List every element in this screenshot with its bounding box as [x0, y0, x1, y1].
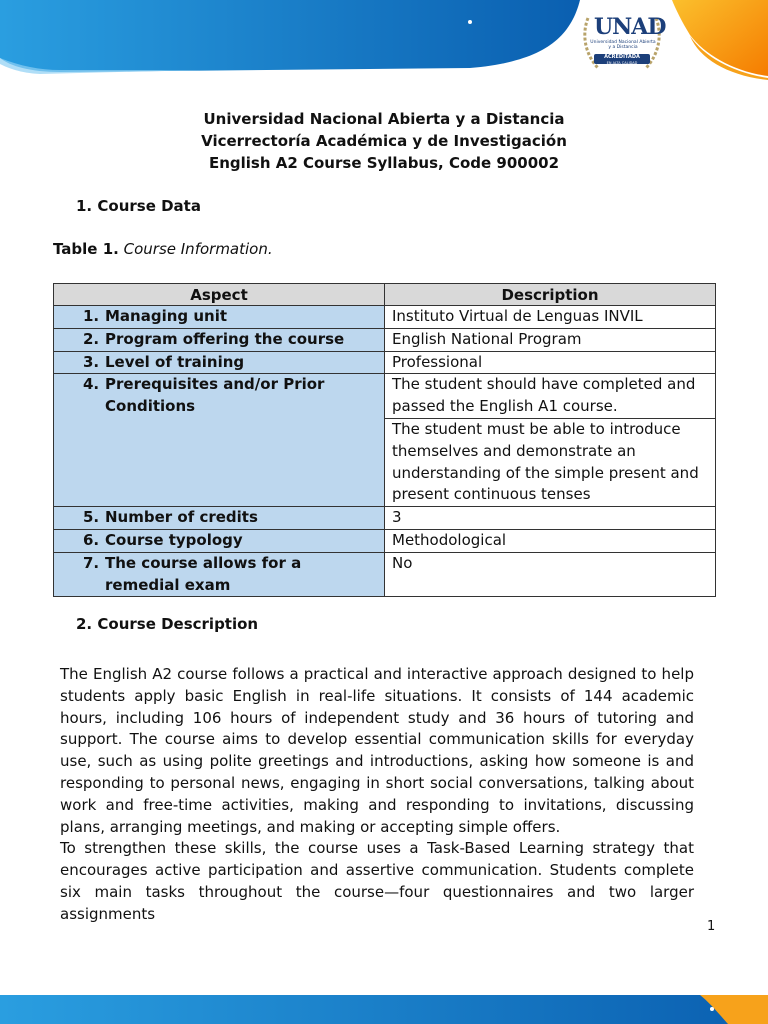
logo-badge-subtext: EN ALTA CALIDAD [606, 61, 638, 65]
table-cell-aspect: 2. Program offering the course [54, 328, 385, 351]
table-cell-description: The student should have completed and passed the English A1 course. [385, 374, 716, 419]
section-number: 2. [76, 615, 93, 633]
title-syllabus: English A2 Course Syllabus, Code 900002 [208, 154, 560, 172]
table-cell-aspect: 1. Managing unit [54, 306, 385, 329]
table-cell-description: 3 [385, 507, 716, 530]
section-title: Course Description [97, 615, 259, 633]
unad-logo [580, 8, 664, 74]
table-row [54, 351, 716, 374]
table-cell-aspect: 3. Level of training [54, 351, 385, 374]
section-heading-course-description [76, 615, 258, 633]
title-university: Universidad Nacional Abierta y a Distancia [203, 110, 565, 128]
logo-text: UNAD [594, 14, 666, 40]
table-cell-description: The student must be able to introduce themselves and demonstrate an understanding of the simple present and present continuous tenses [385, 418, 716, 506]
section-number: 1. [76, 197, 93, 215]
table-cell-aspect: 5. Number of credits [54, 507, 385, 530]
table-cell-description: Methodological [385, 529, 716, 552]
table-header-description: Description [385, 284, 716, 306]
table-cell-description: Professional [385, 351, 716, 374]
table-caption [53, 240, 273, 258]
table-row [54, 306, 716, 329]
course-information-table [53, 283, 716, 597]
table-cell-description: Instituto Virtual de Lenguas INVIL [385, 306, 716, 329]
logo-subtitle: Universidad Nacional Abierta y a Distancia [590, 40, 656, 50]
table-row [54, 328, 716, 351]
document-title-block [0, 108, 768, 174]
table-header-row [54, 284, 716, 306]
table-cell-description: English National Program [385, 328, 716, 351]
title-vicerrectoria: Vicerrectoría Académica y de Investigación [201, 132, 567, 150]
paragraph: The English A2 course follows a practical and interactive approach designed to help students apply basic English in real-life situations. It consists of 144 academic hours, including 106 hours of independent study and 36 hours of tutoring and support. The course aims to develop essential communication skills for everyday use, such as using polite greetings and introductions, asking how someone is and responding to personal news, engaging in short social conversations, talking about work and free-time activities, making and responding to invitations, discussing plans, arranging meetings, and making or accepting simple offers. [60, 665, 694, 836]
table-row [54, 529, 716, 552]
table-cell-aspect: 4. Prerequisites and/or Prior Conditions [54, 374, 385, 507]
table-cell-aspect: 6. Course typology [54, 529, 385, 552]
page-number: 1 [707, 919, 716, 934]
logo-badge-text: ACREDITADA [604, 54, 640, 60]
section-heading-course-data [76, 197, 201, 215]
section-title: Course Data [97, 197, 201, 215]
table-header-aspect: Aspect [54, 284, 385, 306]
table-cell-description: No [385, 552, 716, 597]
table-row [54, 507, 716, 530]
table-row [54, 552, 716, 597]
course-description-text [60, 664, 694, 926]
table-caption-title: Course Information. [123, 240, 273, 258]
table-row [54, 374, 716, 419]
table-cell-aspect: 7. The course allows for a remedial exam [54, 552, 385, 597]
table-caption-label: Table 1. [53, 240, 119, 258]
accreditation-badge [594, 54, 650, 64]
paragraph: To strengthen these skills, the course uses a Task-Based Learning strategy that encourages active participation and assertive communication. Students complete six main tasks throughout the course—four questionnaires and two larger assignments [60, 839, 694, 923]
footer-banner [0, 995, 768, 1024]
